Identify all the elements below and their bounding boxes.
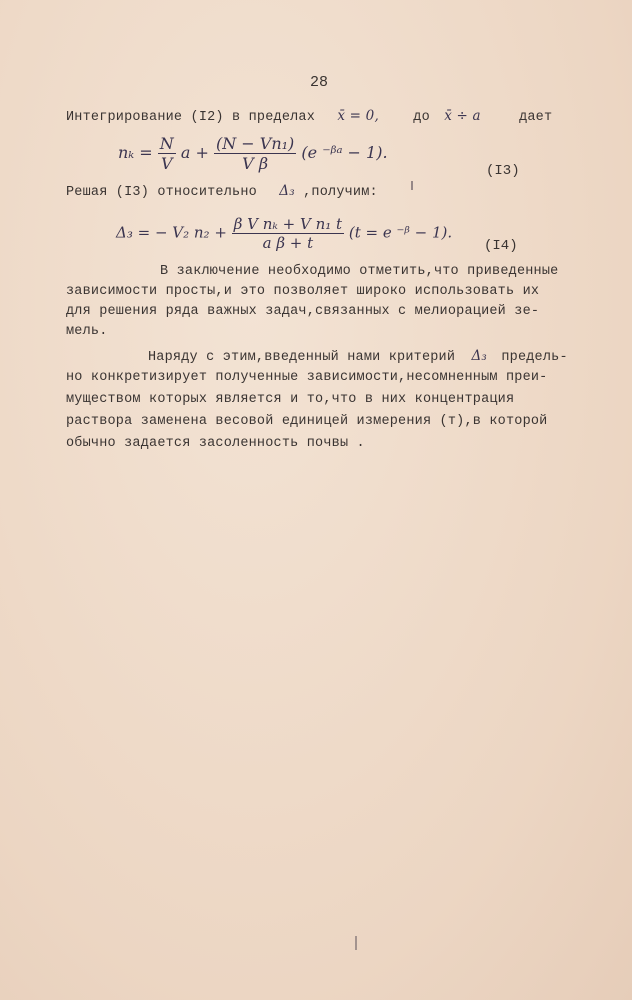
eq-lhs: nₖ = xyxy=(118,143,153,162)
fraction-denominator: V β xyxy=(214,153,296,173)
text-line: обычно задается засоленность почвы . xyxy=(66,436,365,451)
fraction-denominator: a β + t xyxy=(232,233,344,252)
fraction-numerator: N xyxy=(159,134,174,153)
text-fragment: Интегрирование (I2) в пределах xyxy=(66,110,316,125)
fraction-denominator: V xyxy=(158,153,176,173)
equation-number: (I3) xyxy=(486,163,520,179)
scan-mark xyxy=(411,181,413,190)
eq-term: (t = e ⁻ᵝ − 1). xyxy=(348,223,453,242)
text-fragment: до xyxy=(413,110,430,125)
scan-mark xyxy=(355,936,357,950)
text-line: В заключение необходимо отметить,что приведенные xyxy=(160,264,559,279)
text-line: зависимости просты,и это позволяет широко использовать их xyxy=(66,284,540,299)
equation-13 xyxy=(118,134,388,173)
text-fragment: ,получим: xyxy=(303,185,378,200)
text-fragment: Решая (I3) относительно xyxy=(66,185,257,200)
text-line: для решения ряда важных задач,связанных с мелиорацией зе- xyxy=(66,304,540,319)
eq-term: (e ⁻ᵝᵃ − 1). xyxy=(301,143,388,162)
equation-number: (I4) xyxy=(484,238,518,254)
eq-term: a + xyxy=(180,143,209,162)
page-number: 28 xyxy=(310,74,329,91)
text-line xyxy=(148,348,568,365)
text-fragment: Наряду с этим,введенный нами критерий xyxy=(148,350,456,365)
text-line: но конкретизирует полученные зависимости,несомненным преи- xyxy=(66,370,548,385)
symbol-delta3: Δ₃ xyxy=(279,183,295,199)
limit-to: x̄ ÷ a xyxy=(444,108,481,124)
fraction-numerator: β V nₖ + V n₁ t xyxy=(233,215,343,233)
eq-lhs: Δ₃ = − V₂ n₂ + xyxy=(116,223,227,242)
text-line: мель. xyxy=(66,324,108,339)
fraction xyxy=(158,134,176,173)
text-line: муществом которых является и то,что в них концентрация xyxy=(66,392,515,407)
text-line: раствора заменена весовой единицей измерения (т),в которой xyxy=(66,414,548,429)
limit-from: x̄ = 0, xyxy=(337,108,379,124)
text-line xyxy=(66,183,378,200)
fraction xyxy=(232,215,344,252)
equation-14 xyxy=(116,215,452,252)
fraction xyxy=(214,134,296,173)
text-line xyxy=(66,108,552,125)
symbol-delta3: Δ₃ xyxy=(471,348,488,364)
text-fragment: предель- xyxy=(501,350,568,365)
text-fragment: дает xyxy=(519,110,553,125)
fraction-numerator: (N − Vn₁) xyxy=(215,134,295,153)
